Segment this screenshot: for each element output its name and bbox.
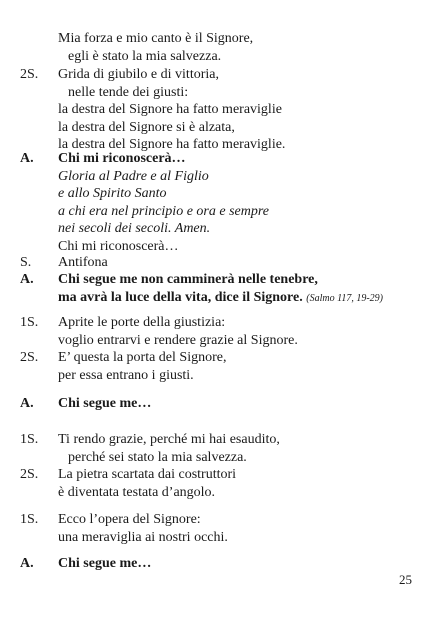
stanza-11 xyxy=(20,511,420,546)
verse-line: Grida di giubilo e di vittoria, xyxy=(58,67,219,82)
stanza-body xyxy=(58,466,420,501)
stanza-4 xyxy=(20,254,420,272)
verse-line: la destra del Signore ha fatto meraviglie xyxy=(58,102,282,117)
verse-line: è diventata testata d’angolo. xyxy=(58,484,216,500)
speaker-label: 1S. xyxy=(20,432,39,447)
stanza-12 xyxy=(20,555,420,573)
stanza-body xyxy=(58,511,420,546)
doxology-line: nei secoli dei secoli. Amen. xyxy=(58,221,211,236)
stanza-body xyxy=(58,150,420,255)
verse-line: una meraviglia ai nostri occhi. xyxy=(58,529,228,545)
verse-line: nelle tende dei giusti: xyxy=(68,84,189,100)
stanza-row xyxy=(20,150,420,255)
stanza-row xyxy=(20,511,420,546)
stanza-8 xyxy=(20,395,420,413)
stanza-9 xyxy=(20,431,420,466)
stanza-row xyxy=(20,555,420,573)
doxology-line: e allo Spirito Santo xyxy=(58,186,167,201)
stanza-row xyxy=(20,349,420,384)
speaker-label: A. xyxy=(20,396,34,411)
stanza-body xyxy=(58,66,420,154)
response-line: Chi mi riconoscerà… xyxy=(58,151,186,166)
verse-line: voglio entrarvi e rendere grazie al Signore. xyxy=(58,332,298,348)
verse-line: La pietra scartata dai costruttori xyxy=(58,467,237,482)
verse-line: la destra del Signore si è alzata, xyxy=(58,119,235,135)
speaker-label: A. xyxy=(20,272,34,287)
stanza-5 xyxy=(20,271,420,307)
stanza-body xyxy=(58,555,420,573)
verse-line: per essa entrano i giusti. xyxy=(58,367,194,383)
verse-line: Ecco l’opera del Signore: xyxy=(58,512,201,527)
speaker-label: 1S. xyxy=(20,512,39,527)
speaker-label: 1S. xyxy=(20,315,39,330)
speaker-label: A. xyxy=(20,151,34,166)
verse-line: Aprite le porte della giustizia: xyxy=(58,315,226,330)
stanza-body xyxy=(58,30,420,65)
section-title: Antifona xyxy=(58,255,108,270)
speaker-label: S. xyxy=(20,255,32,270)
verse-line: perché sei stato la mia salvezza. xyxy=(68,449,247,465)
stanza-row xyxy=(20,271,420,307)
verse-line: Mia forza e mio canto è il Signore, xyxy=(58,31,254,46)
stanza-body xyxy=(58,254,420,272)
stanza-row xyxy=(20,254,420,272)
stanza-body xyxy=(58,395,420,413)
speaker-label: A. xyxy=(20,556,34,571)
doxology-line: a chi era nel principio e ora e sempre xyxy=(58,203,269,219)
stanza-body xyxy=(58,431,420,466)
stanza-body xyxy=(58,271,420,307)
response-line: Chi mi riconoscerà… xyxy=(58,238,179,254)
verse-line: la destra del Signore ha fatto meraviglie. xyxy=(58,137,286,152)
verse-line: egli è stato la mia salvezza. xyxy=(68,48,222,64)
stanza-1 xyxy=(20,30,420,65)
stanza-body xyxy=(58,349,420,384)
antiphon-line xyxy=(58,289,420,308)
antiphon-text: ma avrà la luce della vita, dice il Signore. xyxy=(58,289,303,305)
stanza-row xyxy=(20,66,420,154)
speaker-label: 2S. xyxy=(20,67,39,82)
page-number: 25 xyxy=(399,572,412,587)
stanza-row xyxy=(20,395,420,413)
doxology-line: Gloria al Padre e al Figlio xyxy=(58,168,209,184)
stanza-row xyxy=(20,466,420,501)
response-line: Chi segue me… xyxy=(58,556,152,571)
stanza-2 xyxy=(20,66,420,154)
stanza-10 xyxy=(20,466,420,501)
psalm-reference: (Salmo 117, 19-29) xyxy=(306,292,383,304)
speaker-label: 2S. xyxy=(20,350,39,365)
stanza-row xyxy=(20,30,420,65)
stanza-row xyxy=(20,431,420,466)
stanza-body xyxy=(58,314,420,349)
stanza-7 xyxy=(20,349,420,384)
verse-line: E’ questa la porta del Signore, xyxy=(58,350,227,365)
antiphon-line: Chi segue me non camminerà nelle tenebre, xyxy=(58,272,318,287)
stanza-3 xyxy=(20,150,420,255)
stanza-6 xyxy=(20,314,420,349)
response-line: Chi segue me… xyxy=(58,396,152,411)
verse-line: Ti rendo grazie, perché mi hai esaudito, xyxy=(58,432,280,447)
stanza-row xyxy=(20,314,420,349)
speaker-label: 2S. xyxy=(20,467,39,482)
